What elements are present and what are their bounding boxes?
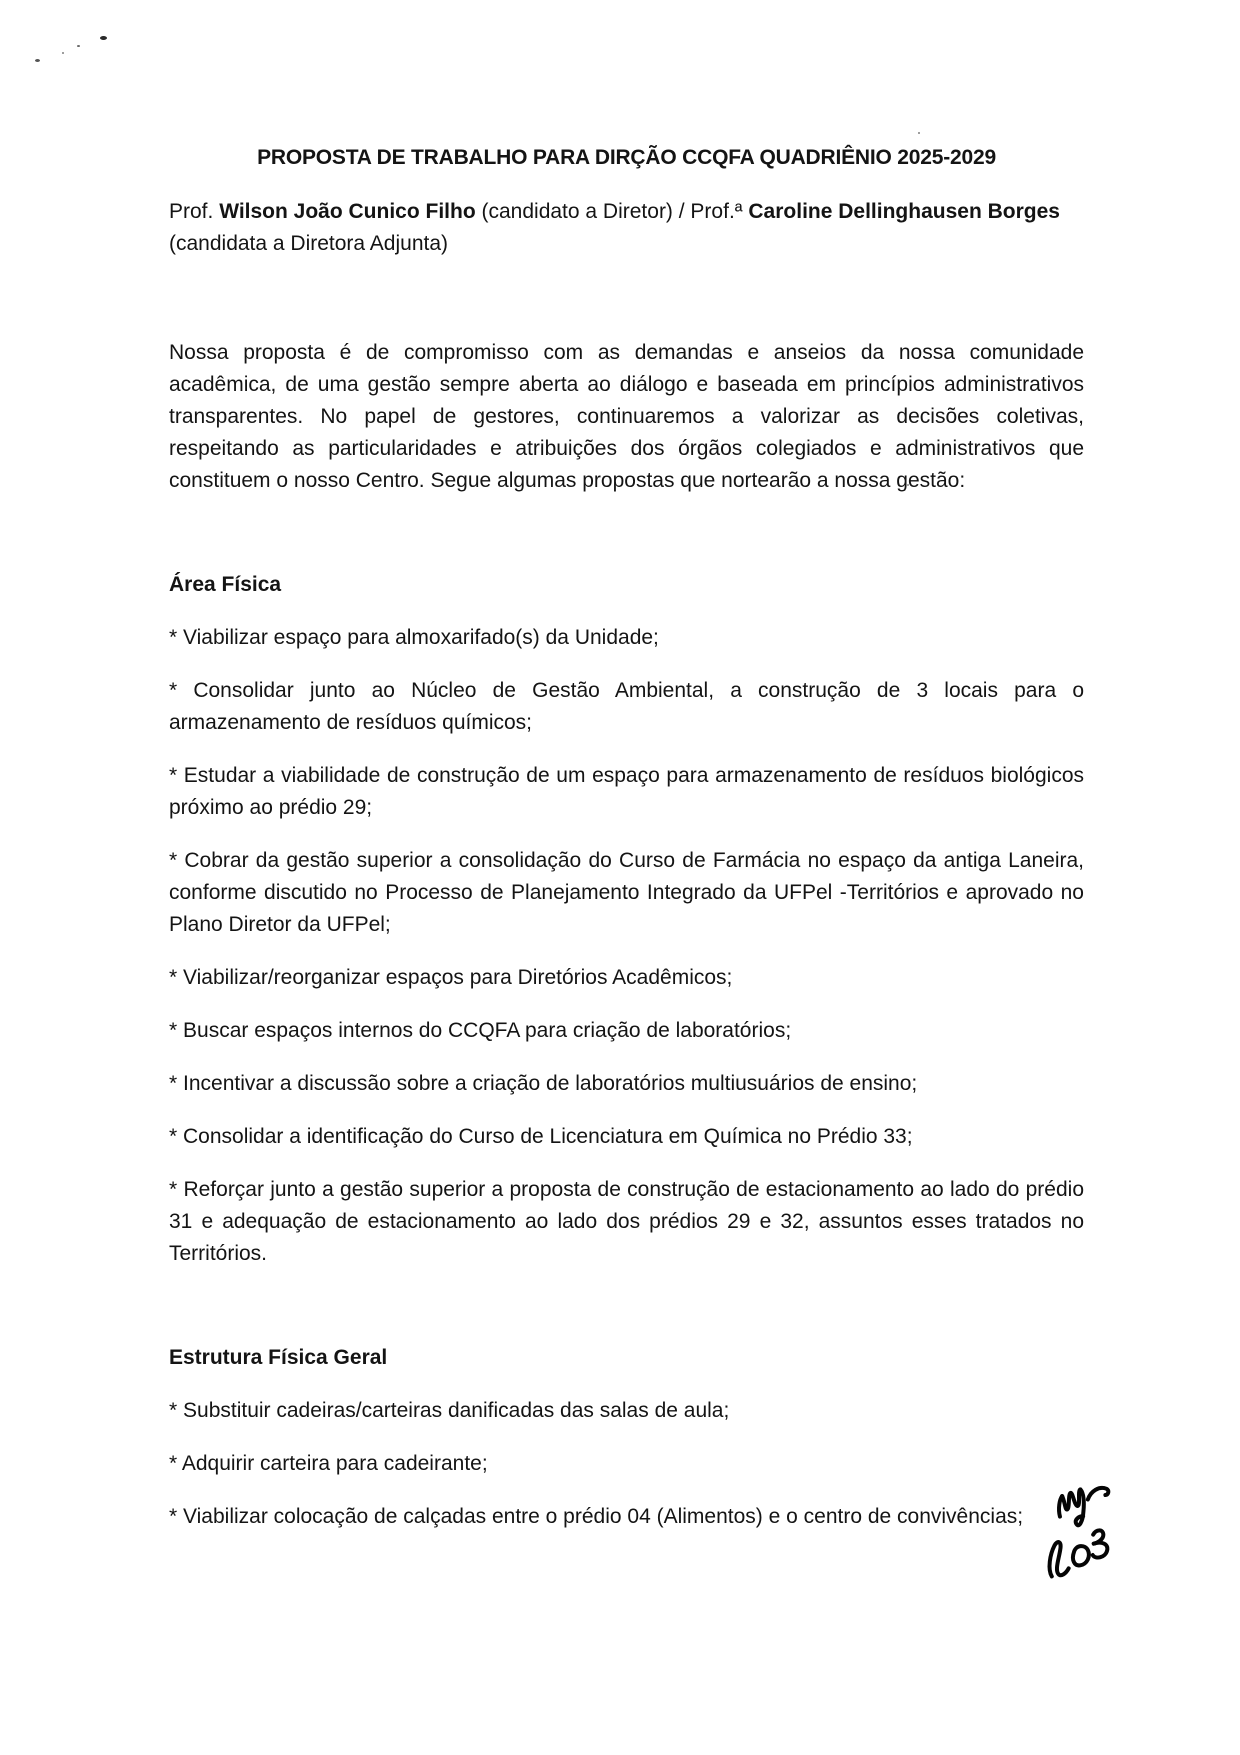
section-heading-estrutura-fisica-geral: Estrutura Física Geral — [169, 1346, 388, 1369]
scan-speck — [62, 52, 64, 54]
author-line — [169, 196, 1084, 260]
scan-speck — [918, 132, 920, 134]
proposal-item: * Adquirir carteira para cadeirante; — [169, 1452, 488, 1475]
author-name-director: Wilson João Cunico Filho — [219, 200, 476, 223]
document-content — [169, 142, 1084, 1554]
author-middle: (candidato a Diretor) / Prof.ª — [475, 200, 749, 223]
proposal-item: * Viabilizar espaço para almoxarifado(s) da Unidade; — [169, 626, 659, 649]
author-prefix: Prof. — [169, 200, 220, 223]
proposal-item: * Incentivar a discussão sobre a criação de laboratórios multiusuários de ensino; — [169, 1072, 918, 1095]
scan-speck — [35, 59, 40, 62]
proposal-item: * Consolidar junto ao Núcleo de Gestão Ambiental, a construção de 3 locais para o armazenamento de resíduos químicos; — [169, 679, 1084, 734]
scan-speck — [100, 36, 107, 40]
proposal-item: * Viabilizar colocação de calçadas entre o prédio 04 (Alimentos) e o centro de convivências; — [169, 1505, 1024, 1528]
section-heading-area-fisica: Área Física — [169, 573, 282, 596]
proposal-item: * Substituir cadeiras/carteiras danificadas das salas de aula; — [169, 1399, 730, 1422]
proposal-item: * Estudar a viabilidade de construção de um espaço para armazenamento de resíduos biológicos próximo ao prédio 29; — [169, 764, 1084, 819]
proposal-item: * Viabilizar/reorganizar espaços para Diretórios Acadêmicos; — [169, 966, 733, 989]
proposal-item: * Reforçar junto a gestão superior a proposta de construção de estacionamento ao lado do prédio 31 e adequação de estacionamento ao lado dos prédios 29 e 32, assuntos esses tratados no Territórios. — [169, 1178, 1084, 1265]
intro-paragraph: Nossa proposta é de compromisso com as demandas e anseios da nossa comunidade acadêmica, de uma gestão sempre aberta ao diálogo e baseada em princípios administrativos transparentes. No papel de gestores, continuaremos a valorizar as decisões coletivas, respeitando as particularidades e atribuições dos órgãos colegiados e administrativos que constituem o nosso Centro. Segue algumas propostas que nortearão a nossa gestão: — [169, 341, 1084, 492]
document-title: PROPOSTA DE TRABALHO PARA DIRÇÃO CCQFA QUADRIÊNIO 2025-2029 — [257, 146, 996, 169]
author-line-2: (candidata a Diretora Adjunta) — [169, 232, 448, 255]
proposal-item: * Consolidar a identificação do Curso de Licenciatura em Química no Prédio 33; — [169, 1125, 913, 1148]
proposal-item: * Cobrar da gestão superior a consolidação do Curso de Farmácia no espaço da antiga Laneira, conforme discutido no Processo de Planejamento Integrado da UFPel -Territórios e aprovado no Plano Diretor da UFPel; — [169, 849, 1084, 936]
proposal-item: * Buscar espaços internos do CCQFA para criação de laboratórios; — [169, 1019, 792, 1042]
scan-speck — [77, 45, 80, 47]
author-name-adjunct: Caroline Dellinghausen Borges — [748, 200, 1060, 223]
